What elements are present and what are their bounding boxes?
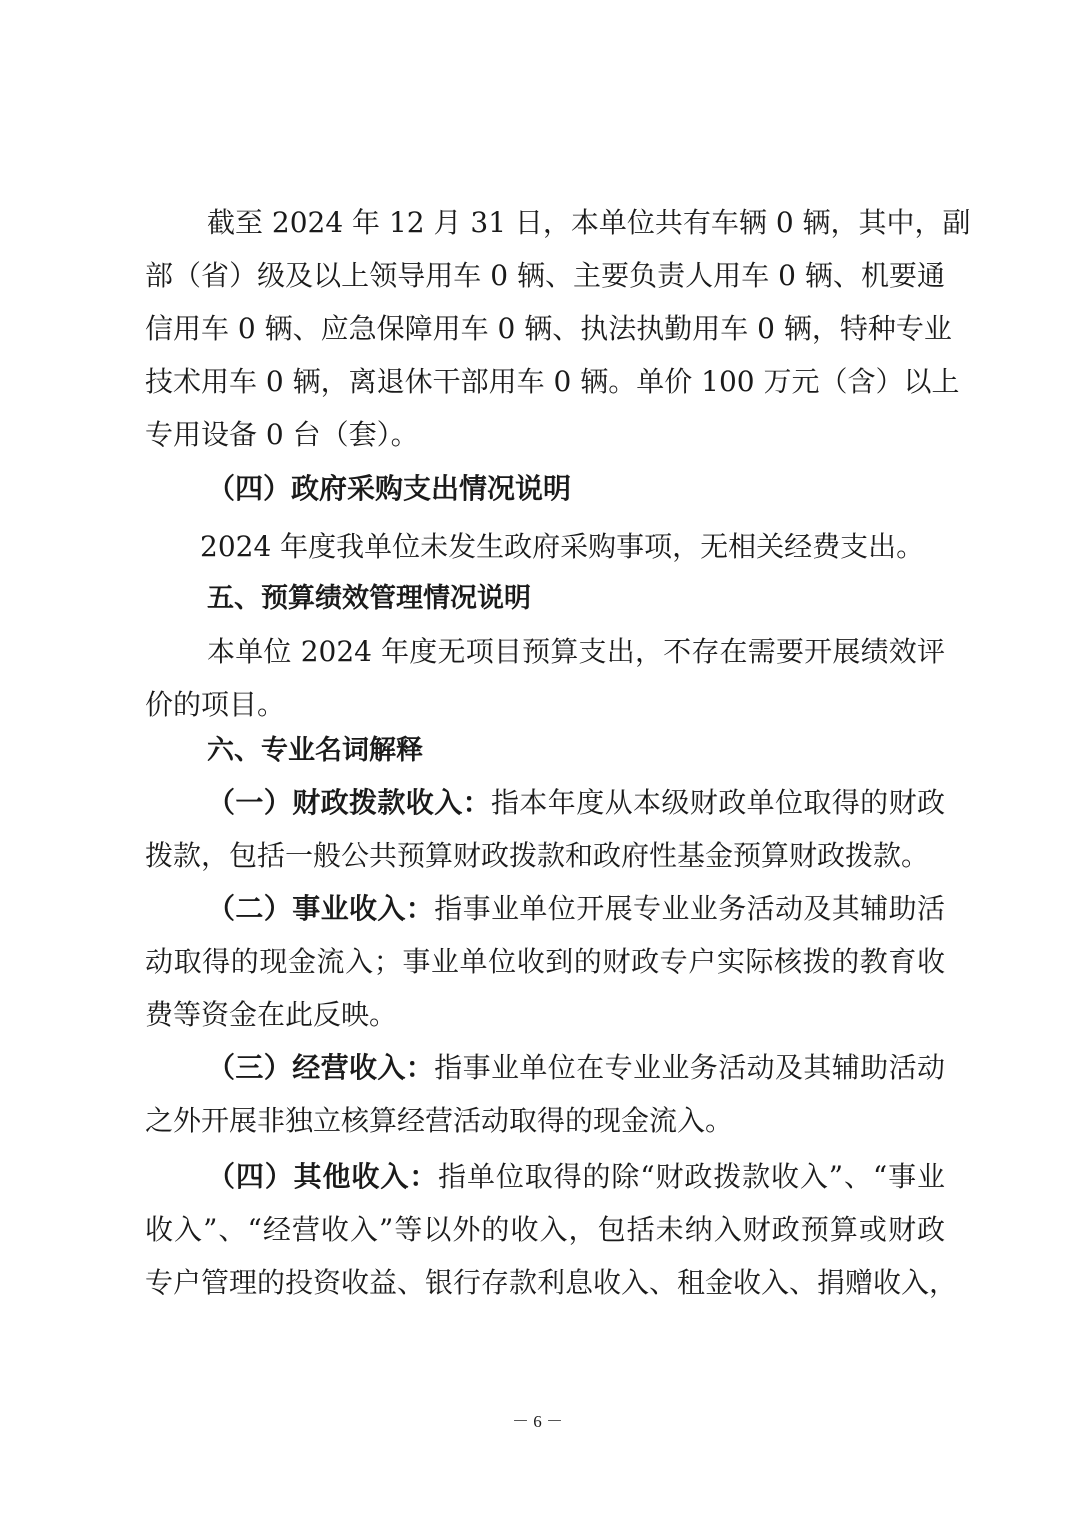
term-3 xyxy=(145,1041,945,1147)
term-4 xyxy=(145,1150,958,1309)
procurement-heading-block xyxy=(145,462,945,515)
section5-heading: 五、预算绩效管理情况说明 xyxy=(207,583,531,614)
section6 xyxy=(145,724,945,777)
text-line: 之外开展非独立核算经营活动取得的现金流入。 xyxy=(145,1104,734,1137)
term-first-line xyxy=(145,1150,945,1203)
term-label: （四）其他收入： xyxy=(207,1160,439,1193)
term-text: 指单位取得的除“财政拨款收入”、“事业 xyxy=(438,1160,945,1193)
text-line: 专户管理的投资收益、银行存款利息收入、租金收入、捐赠收入， xyxy=(145,1266,958,1299)
term-text: 指本年度从本级财政单位取得的财政 xyxy=(491,786,945,819)
text-line: 动取得的现金流入；事业单位收到的财政专户实际核拨的教育收 xyxy=(145,945,945,978)
section6-heading: 六、专业名词解释 xyxy=(207,735,423,766)
term-first-line xyxy=(145,882,945,935)
term-label: （一）财政拨款收入： xyxy=(207,786,491,819)
text-line: 截至 2024 年 12 月 31 日，本单位共有车辆 0 辆，其中，副 xyxy=(207,206,971,239)
text-line: 部（省）级及以上领导用车 0 辆、主要负责人用车 0 辆、机要通 xyxy=(145,259,945,292)
term-text: 指事业单位开展专业业务活动及其辅助活 xyxy=(434,892,945,925)
section5 xyxy=(145,572,945,731)
term-first-line xyxy=(145,776,945,829)
procurement-text: 2024 年度我单位未发生政府采购事项，无相关经费支出。 xyxy=(200,530,925,563)
term-label: （三）经营收入： xyxy=(207,1051,435,1084)
text-line: 本单位 2024 年度无项目预算支出，不存在需要开展绩效评 xyxy=(207,635,945,668)
procurement-heading: （四）政府采购支出情况说明 xyxy=(207,472,572,505)
page-number: － 6 － xyxy=(512,1412,563,1431)
text-line: 收入”、“经营收入”等以外的收入，包括未纳入财政预算或财政 xyxy=(145,1213,945,1246)
term-1 xyxy=(145,776,945,882)
vehicle-paragraph xyxy=(145,196,971,461)
text-line: 专用设备 0 台（套）。 xyxy=(145,418,419,451)
term-label: （二）事业收入： xyxy=(207,892,435,925)
text-line: 价的项目。 xyxy=(145,688,286,721)
procurement-text-block xyxy=(145,520,945,573)
term-first-line xyxy=(145,1041,945,1094)
term-2 xyxy=(145,882,945,1041)
text-line: 拨款，包括一般公共预算财政拨款和政府性基金预算财政拨款。 xyxy=(145,839,930,872)
text-line: 技术用车 0 辆，离退休干部用车 0 辆。单价 100 万元（含）以上 xyxy=(145,365,960,398)
text-line: 费等资金在此反映。 xyxy=(145,998,398,1031)
text-line: 信用车 0 辆、应急保障用车 0 辆、执法执勤用车 0 辆，特种专业 xyxy=(145,312,952,345)
term-text: 指事业单位在专业业务活动及其辅助活动 xyxy=(434,1051,945,1084)
